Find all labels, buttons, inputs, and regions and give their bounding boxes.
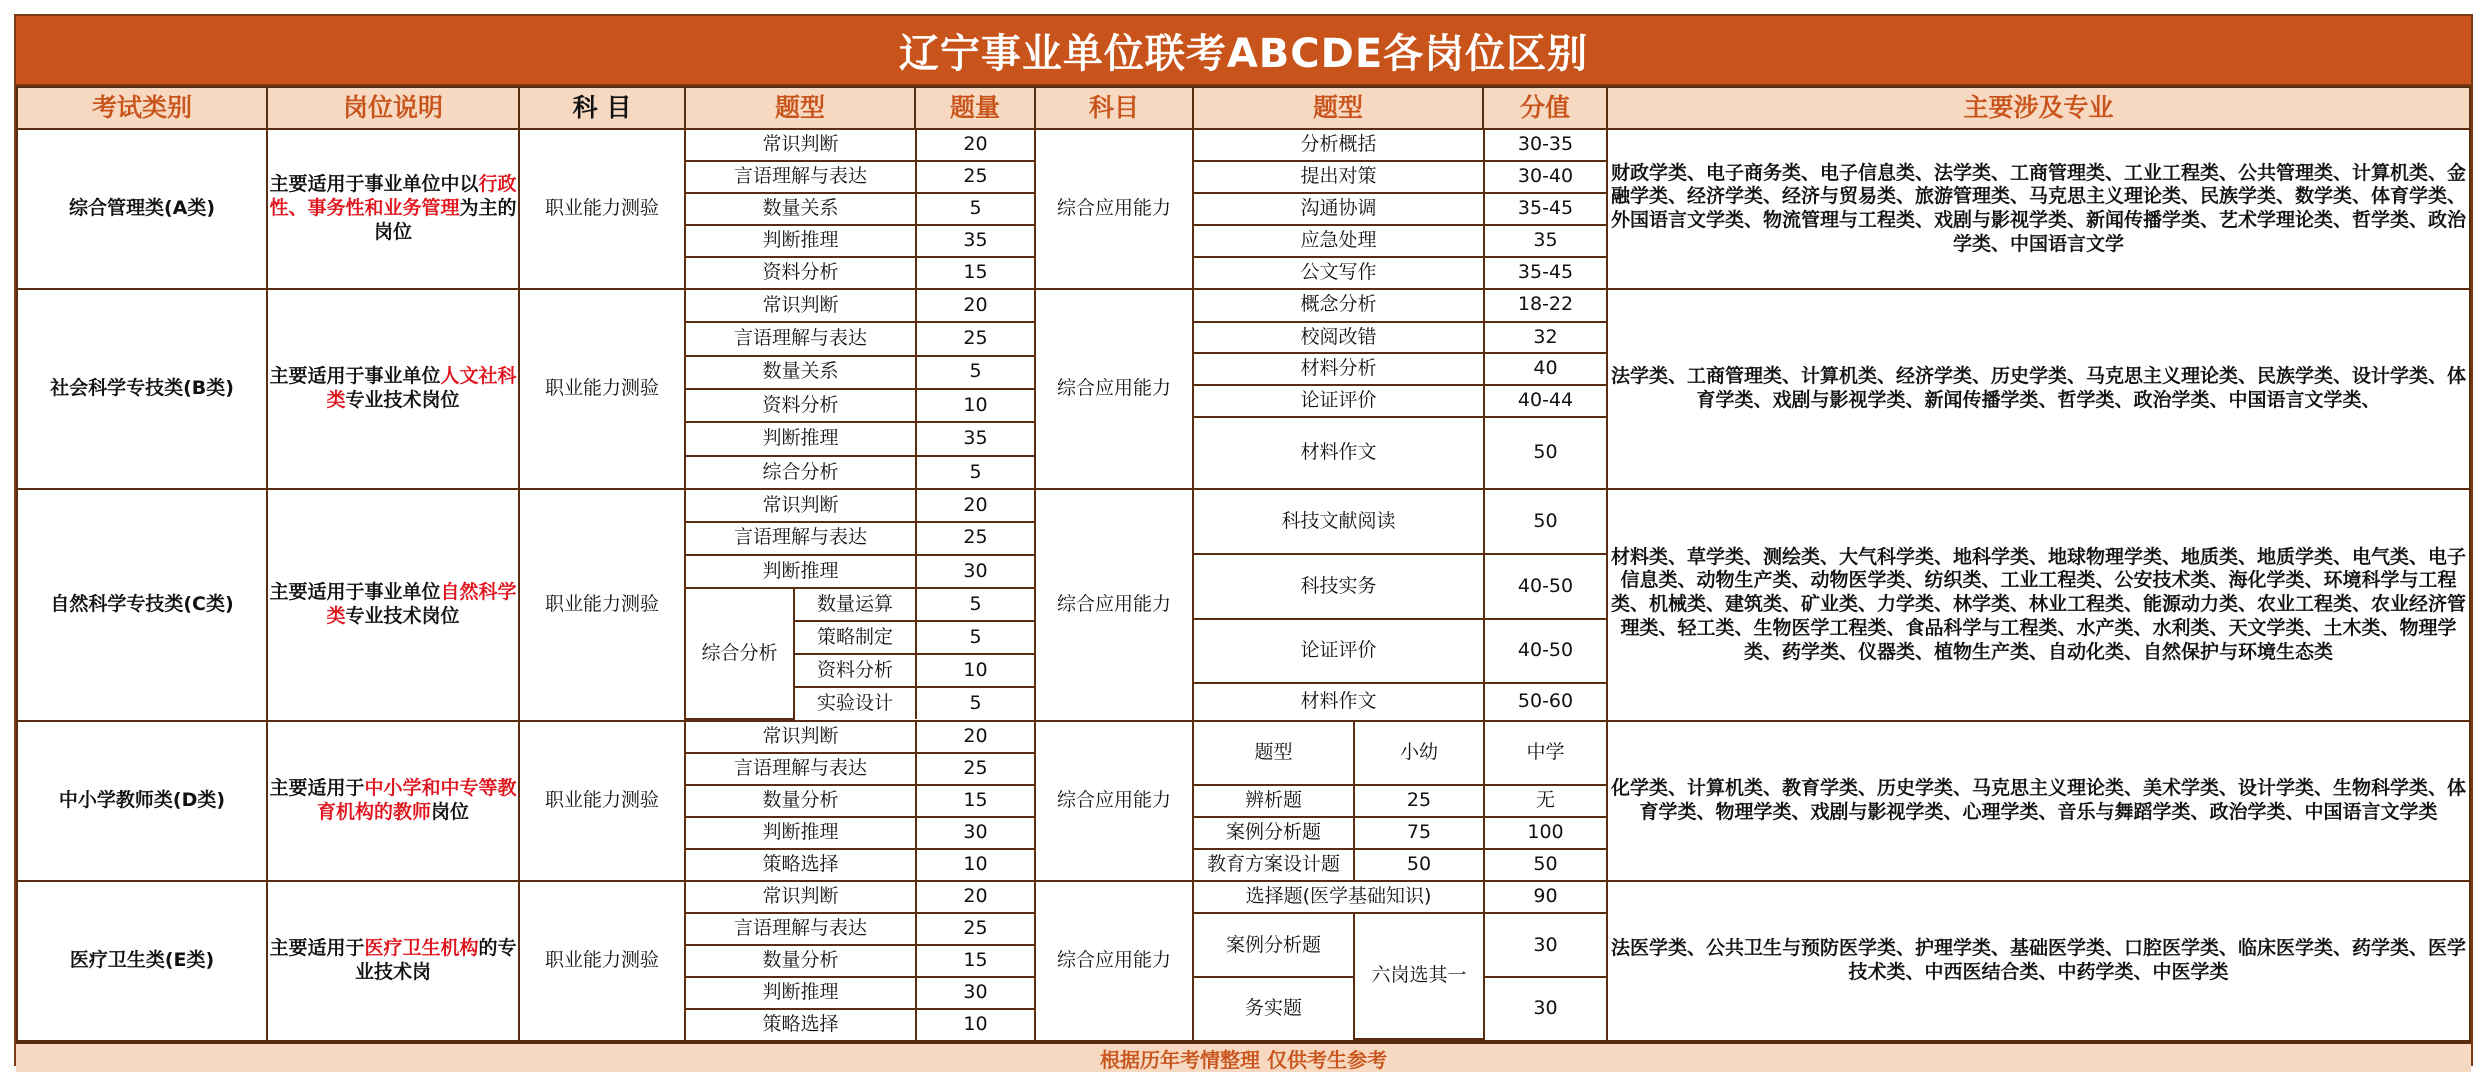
score: 50: [1484, 417, 1606, 488]
part1-b: [685, 289, 1035, 489]
qtype: 提出对策: [1194, 161, 1484, 193]
qtype: 判断推理: [686, 225, 916, 257]
majors-c: 材料类、草学类、测绘类、大气科学类、地科学类、地球物理学类、地质类、地质学类、电气类、电子信息类、动物生产类、动物医学类、纺织类、工业工程类、公安技术类、海化学类、环境科学与工程类、机械类、建筑类、矿业类、力学类、林学类、林业工程类、能源动力类、农业工程类、农业经济管理类、轻工类、生物医学工程类、食品科学与工程类、水产类、水利类、天文学类、土木类、物理学类、药学类、仪器类、植物生产类、自动化类、自然保护与环境生态类: [1607, 489, 2470, 721]
qtype: 分析概括: [1194, 130, 1484, 161]
score: 50: [1354, 849, 1484, 880]
header-subject1: 科 目: [519, 87, 685, 129]
qtype: 数量运算: [794, 588, 916, 621]
header-description: 岗位说明: [267, 87, 519, 129]
info-table-frame: [14, 14, 2473, 1072]
qtype: 判断推理: [686, 817, 916, 849]
qcount: 15: [916, 945, 1034, 977]
qtype: 案例分析题: [1194, 913, 1354, 977]
qcount: 25: [916, 913, 1034, 945]
qtype: 资料分析: [686, 389, 916, 422]
subheader: 题型: [1194, 722, 1354, 785]
qtype: 材料分析: [1194, 353, 1484, 385]
qcount: 30: [916, 817, 1034, 849]
subject2-d: 综合应用能力: [1035, 721, 1193, 881]
description-b: 主要适用于事业单位人文社科类专业技术岗位: [267, 289, 519, 489]
header-category: 考试类别: [17, 87, 267, 129]
selection-note: 六岗选其一: [1354, 913, 1484, 1039]
description-c: 主要适用于事业单位自然科学类专业技术岗位: [267, 489, 519, 721]
description-a: 主要适用于事业单位中以行政性、事务性和业务管理为主的岗位: [267, 129, 519, 289]
score: 40-44: [1484, 385, 1606, 417]
score: 40: [1484, 353, 1606, 385]
part2-d: [1193, 721, 1607, 881]
category-a: 综合管理类(A类): [17, 129, 267, 289]
score: 75: [1354, 817, 1484, 849]
qcount: 15: [916, 257, 1034, 288]
score: 35: [1484, 225, 1606, 257]
qtype: 公文写作: [1194, 257, 1484, 288]
qtype: 常识判断: [686, 882, 916, 913]
qtype: 论证评价: [1194, 619, 1484, 683]
subject2-c: 综合应用能力: [1035, 489, 1193, 721]
subject2-e: 综合应用能力: [1035, 881, 1193, 1041]
qtype-group: 综合分析: [686, 588, 794, 719]
qtype: 论证评价: [1194, 385, 1484, 417]
qcount: 15: [916, 785, 1034, 817]
header-qcount: 题量: [915, 87, 1035, 129]
part2-a: [1193, 129, 1607, 289]
qtype: 判断推理: [686, 422, 916, 455]
qtype: 常识判断: [686, 290, 916, 322]
qcount: 5: [916, 193, 1034, 225]
category-b: 社会科学专技类(B类): [17, 289, 267, 489]
qcount: 25: [916, 322, 1034, 355]
qtype: 数量分析: [686, 785, 916, 817]
qtype: 判断推理: [686, 555, 916, 588]
majors-e: 法医学类、公共卫生与预防医学类、护理学类、基础医学类、口腔医学类、临床医学类、药学类、医学技术类、中西医结合类、中药学类、中医学类: [1607, 881, 2470, 1041]
description-e: 主要适用于医疗卫生机构的专业技术岗: [267, 881, 519, 1041]
header-score: 分值: [1483, 87, 1607, 129]
qcount: 25: [916, 753, 1034, 785]
header-majors: 主要涉及专业: [1607, 87, 2470, 129]
qtype: 数量分析: [686, 945, 916, 977]
part1-e: [685, 881, 1035, 1041]
qtype: 教育方案设计题: [1194, 849, 1354, 880]
row-e: [17, 881, 2470, 1041]
qtype: 综合分析: [686, 456, 916, 488]
qtype: 选择题(医学基础知识): [1194, 882, 1484, 913]
subject1-c: 职业能力测验: [519, 489, 685, 721]
category-d: 中小学教师类(D类): [17, 721, 267, 881]
qtype: 策略选择: [686, 1009, 916, 1040]
score: 35-45: [1484, 257, 1606, 288]
part2-e: [1193, 881, 1607, 1041]
qcount: 10: [916, 1009, 1034, 1040]
qtype: 言语理解与表达: [686, 522, 916, 555]
qtype: 策略选择: [686, 849, 916, 880]
qtype: 数量关系: [686, 356, 916, 389]
part1-d: [685, 721, 1035, 881]
row-a: [17, 129, 2470, 289]
score: 无: [1484, 785, 1606, 817]
qcount: 20: [916, 722, 1034, 753]
score: 35-45: [1484, 193, 1606, 225]
qtype: 辨析题: [1194, 785, 1354, 817]
majors-d: 化学类、计算机类、教育学类、历史学类、马克思主义理论类、美术学类、设计学类、生物科学类、体育学类、物理学类、戏剧与影视学类、心理学类、音乐与舞蹈学类、政治学类、中国语言文学类: [1607, 721, 2470, 881]
row-c: [17, 489, 2470, 721]
qtype: 沟通协调: [1194, 193, 1484, 225]
qtype: 务实题: [1194, 977, 1354, 1039]
qtype: 案例分析题: [1194, 817, 1354, 849]
qtype: 策略制定: [794, 621, 916, 654]
score: 32: [1484, 322, 1606, 354]
qcount: 10: [916, 849, 1034, 880]
header-subject2: 科目: [1035, 87, 1193, 129]
footer-note: 根据历年考情整理 仅供考生参考: [16, 1042, 2471, 1072]
score: 50: [1484, 849, 1606, 880]
qtype: 材料作文: [1194, 683, 1484, 720]
header-qtype2: 题型: [1193, 87, 1483, 129]
qcount: 20: [916, 290, 1034, 322]
qtype: 资料分析: [794, 654, 916, 687]
qtype: 资料分析: [686, 257, 916, 288]
qcount: 35: [916, 225, 1034, 257]
qtype: 材料作文: [1194, 417, 1484, 488]
header-row: [17, 87, 2470, 129]
comparison-table: [16, 86, 2471, 1042]
qcount: 20: [916, 882, 1034, 913]
subject2-b: 综合应用能力: [1035, 289, 1193, 489]
qcount: 5: [916, 356, 1034, 389]
qtype: 常识判断: [686, 490, 916, 522]
qcount: 25: [916, 161, 1034, 193]
qcount: 30: [916, 555, 1034, 588]
qcount: 25: [916, 522, 1034, 555]
qtype: 实验设计: [794, 687, 916, 719]
qcount: 35: [916, 422, 1034, 455]
qtype: 判断推理: [686, 977, 916, 1009]
category-c: 自然科学专技类(C类): [17, 489, 267, 721]
majors-b: 法学类、工商管理类、计算机类、经济学类、历史学类、马克思主义理论类、民族学类、设计学类、体育学类、戏剧与影视学类、新闻传播学类、哲学类、政治学类、中国语言文学类、: [1607, 289, 2470, 489]
qtype: 科技文献阅读: [1194, 490, 1484, 554]
subject2-a: 综合应用能力: [1035, 129, 1193, 289]
score: 50: [1484, 490, 1606, 554]
qcount: 10: [916, 389, 1034, 422]
part2-c: [1193, 489, 1607, 721]
qtype: 言语理解与表达: [686, 913, 916, 945]
row-b: [17, 289, 2470, 489]
qtype: 常识判断: [686, 722, 916, 753]
category-e: 医疗卫生类(E类): [17, 881, 267, 1041]
qcount: 5: [916, 588, 1034, 621]
qtype: 数量关系: [686, 193, 916, 225]
part1-c: [685, 489, 1035, 721]
score: 18-22: [1484, 290, 1606, 322]
qcount: 5: [916, 456, 1034, 488]
score: 30: [1484, 977, 1606, 1039]
score: 25: [1354, 785, 1484, 817]
subheader: 中学: [1484, 722, 1606, 785]
qtype: 言语理解与表达: [686, 322, 916, 355]
subheader: 小幼: [1354, 722, 1484, 785]
score: 50-60: [1484, 683, 1606, 720]
description-d: 主要适用于中小学和中专等教育机构的教师岗位: [267, 721, 519, 881]
qtype: 科技实务: [1194, 554, 1484, 618]
header-qtype1: 题型: [685, 87, 915, 129]
score: 40-50: [1484, 619, 1606, 683]
score: 40-50: [1484, 554, 1606, 618]
qcount: 5: [916, 621, 1034, 654]
subject1-a: 职业能力测验: [519, 129, 685, 289]
part2-b: [1193, 289, 1607, 489]
qtype: 校阅改错: [1194, 322, 1484, 354]
score: 100: [1484, 817, 1606, 849]
qtype: 常识判断: [686, 130, 916, 161]
subject1-d: 职业能力测验: [519, 721, 685, 881]
part1-a: [685, 129, 1035, 289]
row-d: [17, 721, 2470, 881]
score: 90: [1484, 882, 1606, 913]
subject1-b: 职业能力测验: [519, 289, 685, 489]
qcount: 20: [916, 130, 1034, 161]
qtype: 言语理解与表达: [686, 161, 916, 193]
subject1-e: 职业能力测验: [519, 881, 685, 1041]
score: 30: [1484, 913, 1606, 977]
qtype: 言语理解与表达: [686, 753, 916, 785]
score: 30-35: [1484, 130, 1606, 161]
score: 30-40: [1484, 161, 1606, 193]
qcount: 20: [916, 490, 1034, 522]
qtype: 应急处理: [1194, 225, 1484, 257]
majors-a: 财政学类、电子商务类、电子信息类、法学类、工商管理类、工业工程类、公共管理类、计算机类、金融学类、经济学类、经济与贸易类、旅游管理类、马克思主义理论类、民族学类、数学类、体育学类、外国语言文学类、物流管理与工程类、戏剧与影视学类、新闻传播学类、艺术学理论类、哲学类、政治学类、中国语言文学: [1607, 129, 2470, 289]
qcount: 10: [916, 654, 1034, 687]
page-title: 辽宁事业单位联考ABCDE各岗位区别: [16, 16, 2471, 86]
qcount: 5: [916, 687, 1034, 719]
qcount: 30: [916, 977, 1034, 1009]
qtype: 概念分析: [1194, 290, 1484, 322]
